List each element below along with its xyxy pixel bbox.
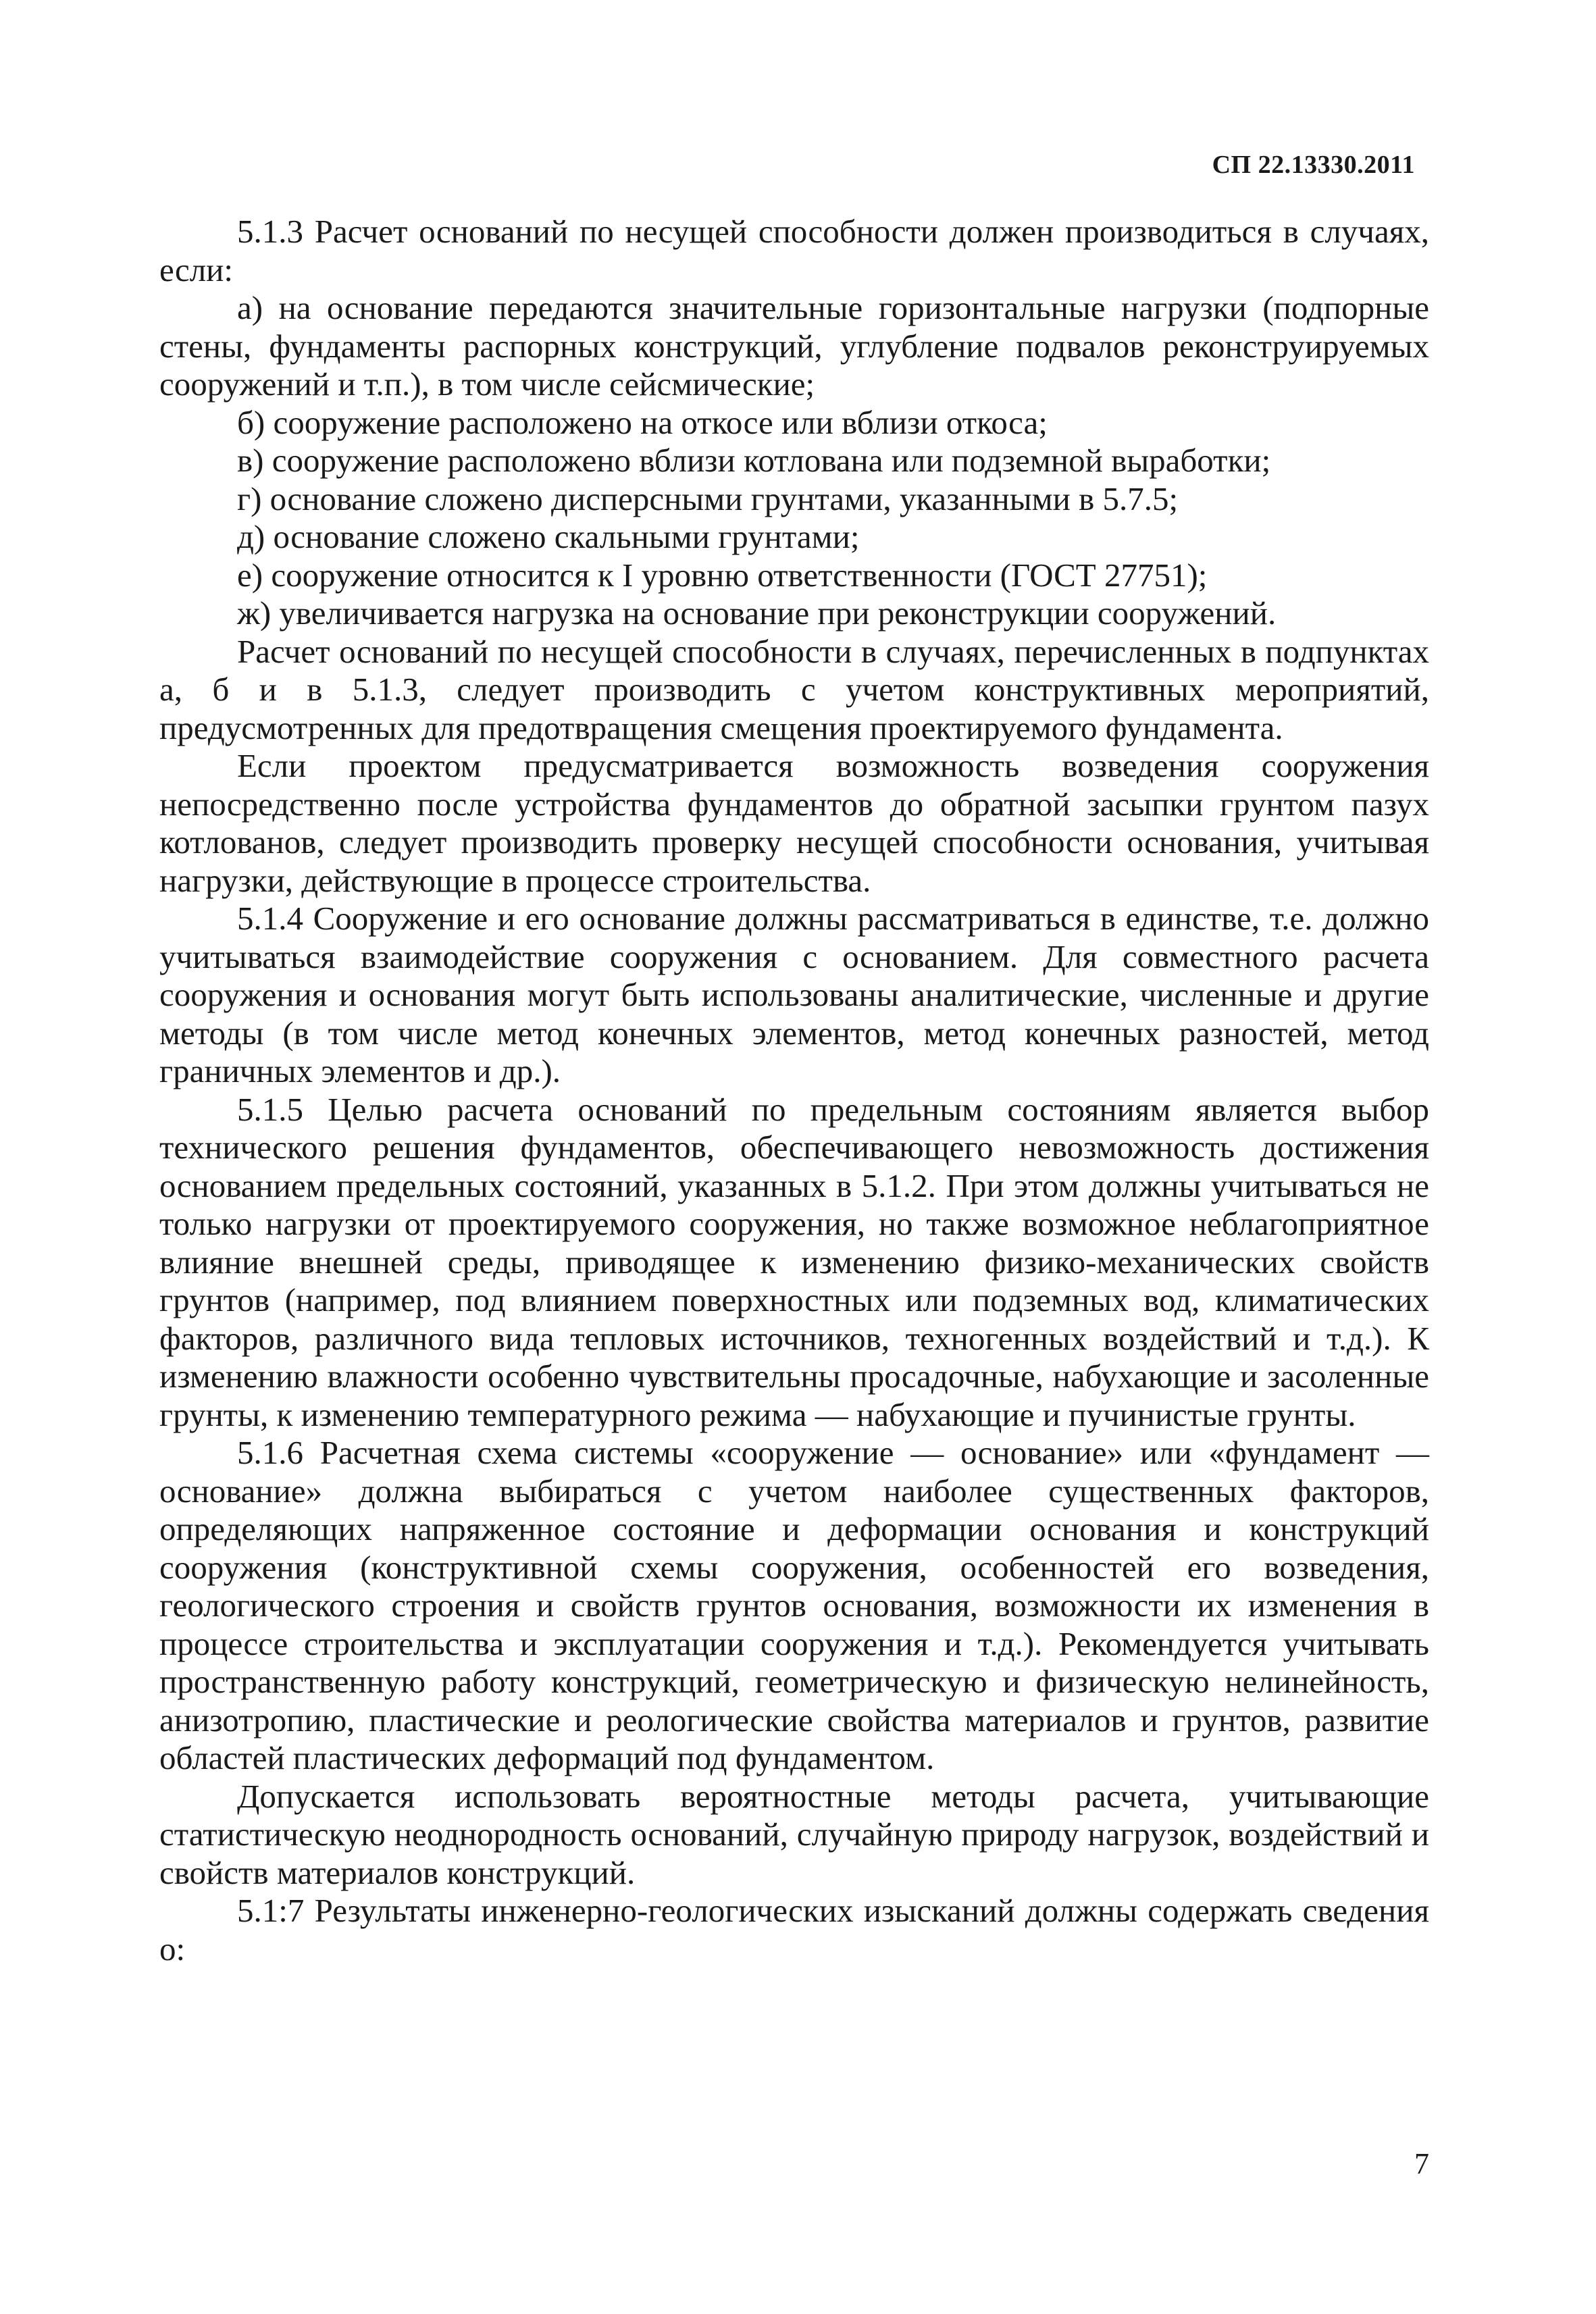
list-item-v: в) сооружение расположено вблизи котлована или подземной выработки; <box>237 442 1271 479</box>
paragraph-construction-check: Если проектом предусматривается возможность возведения сооружения непосредственно после устройства фундаментов до обратной засыпки грунтом пазух котлованов, следует производить проверку несущей способности основания, учитывая нагрузки, действующие в процессе строительства. <box>159 747 1429 899</box>
list-item-a: а) на основание передаются значительные горизонтальные нагрузки (подпорные стены, фундаменты распорных конструкций, углубление подвалов реконструируемых сооружений и т.п.), в том числе сейсмические; <box>159 289 1429 403</box>
list-item-g: г) основание сложено дисперсными грунтами, указанными в 5.7.5; <box>237 480 1179 517</box>
paragraph-5-1-7: 5.1:7 Результаты инженерно-геологических изысканий должны содержать сведения о: <box>159 1892 1429 1968</box>
paragraph-5-1-3: 5.1.3 Расчет оснований по несущей способности должен производиться в случаях, если: <box>159 213 1429 288</box>
paragraph-5-1-4: 5.1.4 Сооружение и его основание должны рассматриваться в единстве, т.е. должно учитываться взаимодействие сооружения с основанием. Для совместного расчета сооружения и основания могут быть использованы аналитические, численные и другие методы (в том числе метод конечных элементов, метод конечных разностей, метод граничных элементов и др.). <box>159 900 1429 1089</box>
list-item-e: е) сооружение относится к I уровню ответственности (ГОСТ 27751); <box>237 556 1208 594</box>
list-item-b: б) сооружение расположено на откосе или вблизи откоса; <box>237 403 1048 441</box>
paragraph-probabilistic-methods: Допускается использовать вероятностные методы расчета, учитывающие статистическую неоднородность оснований, случайную природу нагрузок, воздействий и свойств материалов конструкций. <box>159 1777 1429 1891</box>
page-number: 7 <box>1414 2147 1429 2180</box>
paragraph-calculation-cases: Расчет оснований по несущей способности в случаях, перечисленных в подпунктах а, б и в 5.1.3, следует производить с учетом конструктивных мероприятий, предусмотренных для предотвращения смещения проектируемого фундамента. <box>159 632 1429 746</box>
document-body <box>159 213 1429 1968</box>
document-code: СП 22.13330.2011 <box>1212 151 1415 179</box>
list-item-zh: ж) увеличивается нагрузка на основание при реконструкции сооружений. <box>237 594 1277 632</box>
paragraph-5-1-6: 5.1.6 Расчетная схема системы «сооружение — основание» или «фундамент — основание» должна выбираться с учетом наиболее существенных факторов, определяющих напряженное состояние и деформации основания и конструкций сооружения (конструктивной схемы сооружения, особенностей его возведения, геологического строения и свойств грунтов основания, возможности их изменения в процессе строительства и эксплуатации сооружения и т.д.). Рекомендуется учитывать пространственную работу конструкций, геометрическую и физическую нелинейность, анизотропию, пластические и реологические свойства материалов и грунтов, развитие областей пластических деформаций под фундаментом. <box>159 1434 1429 1776</box>
list-item-d: д) основание сложено скальными грунтами; <box>237 518 860 555</box>
paragraph-5-1-5: 5.1.5 Целью расчета оснований по предельным состояниям является выбор технического решения фундаментов, обеспечивающего невозможность достижения основанием предельных состояний, указанных в 5.1.2. При этом должны учитываться не только нагрузки от проектируемого сооружения, но также возможное неблагоприятное влияние внешней среды, приводящее к изменению физико-механических свойств грунтов (например, под влиянием поверхностных или подземных вод, климатических факторов, различного вида тепловых источников, техногенных воздействий и т.д.). К изменению влажности особенно чувствительны просадочные, набухающие и засоленные грунты, к изменению температурного режима — набухающие и пучинистые грунты. <box>159 1090 1429 1433</box>
